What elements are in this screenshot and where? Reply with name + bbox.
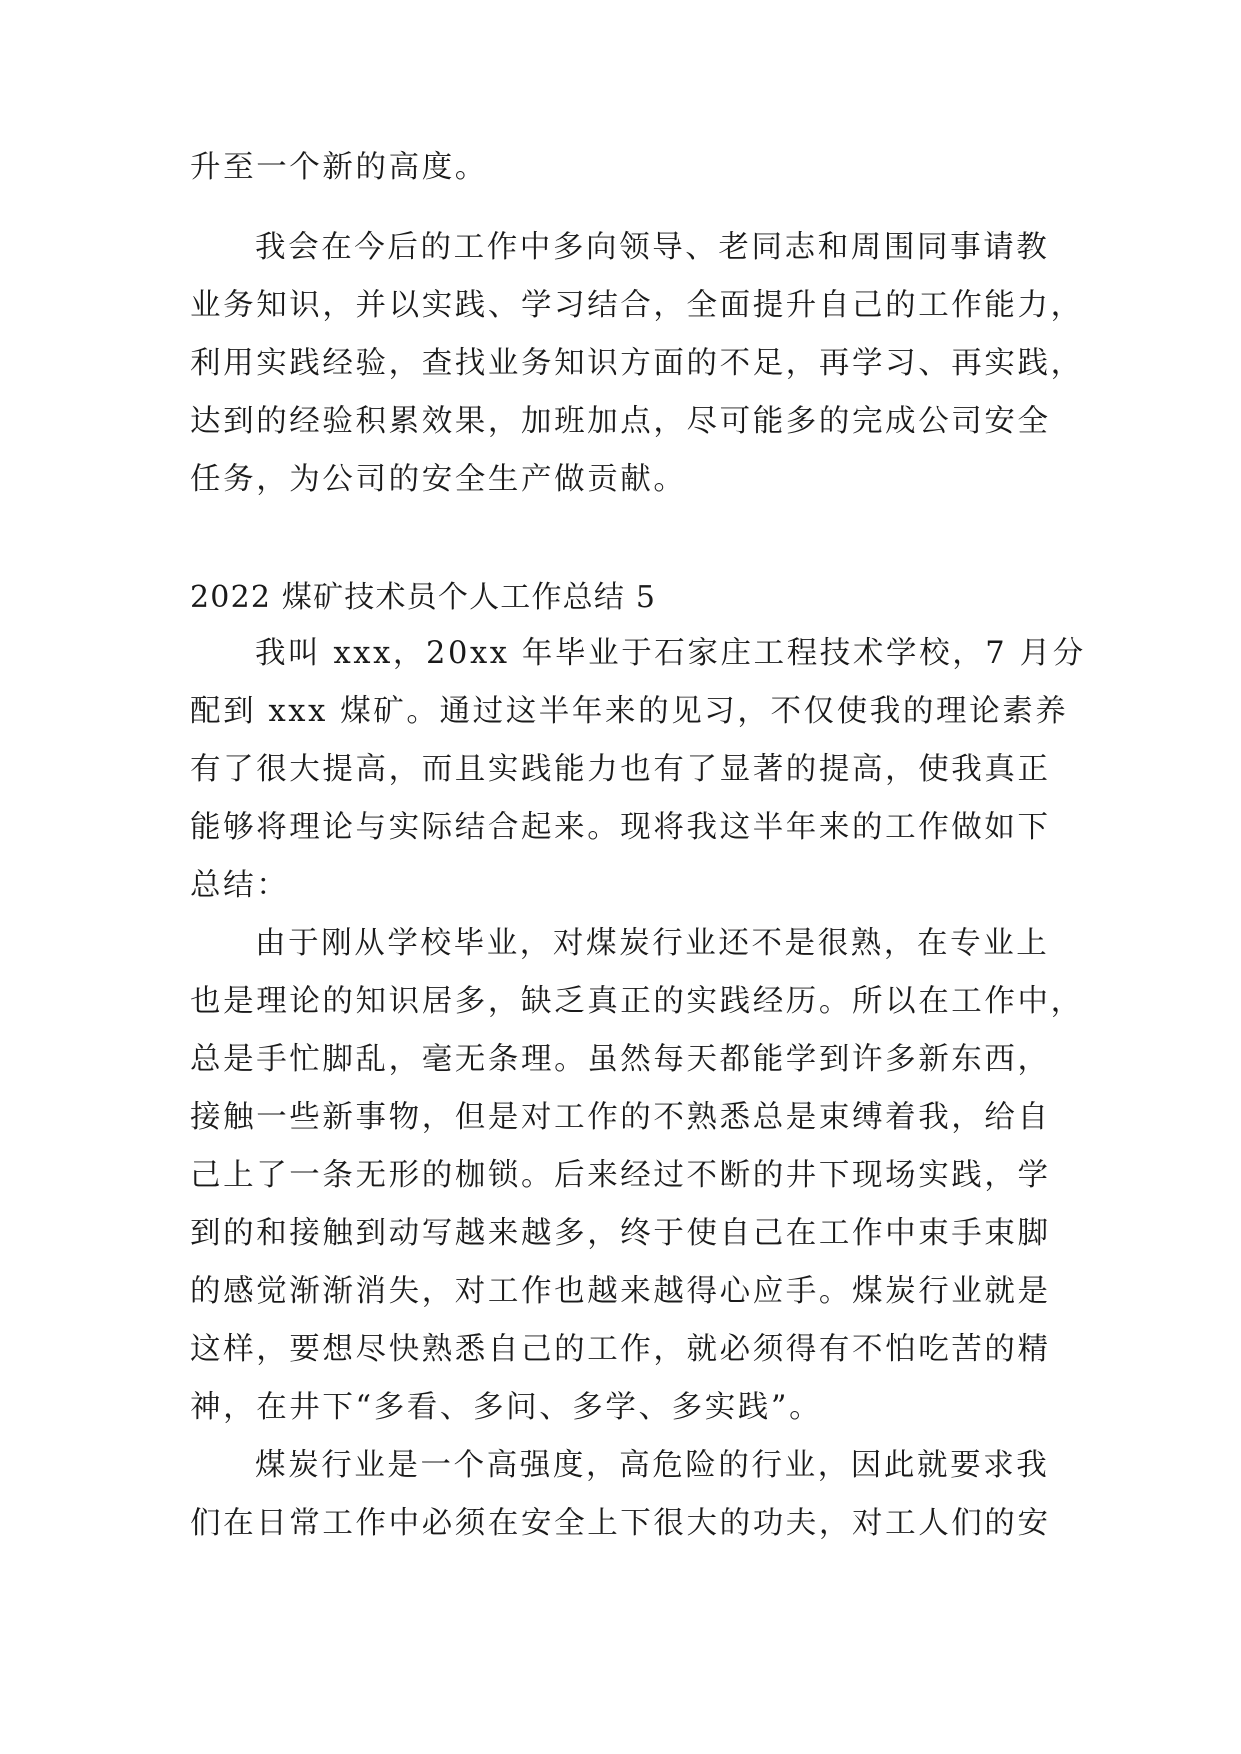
- paragraph-intro-line: 能够将理论与实际结合起来。现将我这半年来的工作做如下: [190, 810, 1051, 845]
- paragraph-experience-line: 到的和接触到动写越来越多，终于使自己在工作中束手束脚: [190, 1216, 1051, 1251]
- paragraph-learning-line: 我会在今后的工作中多向领导、老同志和周围同事请教: [255, 230, 1050, 265]
- paragraph-continued-line: 升至一个新的高度。: [190, 150, 488, 185]
- paragraph-intro-line: 有了很大提高，而且实践能力也有了显著的提高，使我真正: [190, 752, 1051, 787]
- paragraph-safety-line: 煤炭行业是一个高强度，高危险的行业，因此就要求我: [255, 1448, 1050, 1483]
- paragraph-safety-line: 们在日常工作中必须在安全上下很大的功夫，对工人们的安: [190, 1506, 1051, 1541]
- paragraph-learning-line: 利用实践经验，查找业务知识方面的不足，再学习、再实践，: [190, 346, 1084, 381]
- paragraph-intro-line: 配到 xxx 煤矿。通过这半年来的见习，不仅使我的理论素养: [190, 694, 1069, 729]
- paragraph-intro-line: 总结：: [190, 868, 290, 903]
- paragraph-learning-line: 业务知识，并以实践、学习结合，全面提升自己的工作能力，: [190, 288, 1084, 323]
- paragraph-experience-line: 己上了一条无形的枷锁。后来经过不断的井下现场实践，学: [190, 1158, 1051, 1193]
- paragraph-experience-line: 由于刚从学校毕业，对煤炭行业还不是很熟，在专业上: [255, 926, 1050, 961]
- paragraph-experience-line: 这样，要想尽快熟悉自己的工作，就必须得有不怕吃苦的精: [190, 1332, 1051, 1367]
- paragraph-learning-line: 任务，为公司的安全生产做贡献。: [190, 462, 687, 497]
- paragraph-intro-line: 我叫 xxx，20xx 年毕业于石家庄工程技术学校，7 月分: [255, 636, 1086, 671]
- paragraph-experience-line: 的感觉渐渐消失，对工作也越来越得心应手。煤炭行业就是: [190, 1274, 1051, 1309]
- paragraph-experience-line: 接触一些新事物，但是对工作的不熟悉总是束缚着我，给自: [190, 1100, 1051, 1135]
- paragraph-learning-line: 达到的经验积累效果，加班加点，尽可能多的完成公司安全: [190, 404, 1051, 439]
- paragraph-experience-line: 总是手忙脚乱，毫无条理。虽然每天都能学到许多新东西，: [190, 1042, 1051, 1077]
- paragraph-experience-line: 也是理论的知识居多，缺乏真正的实践经历。所以在工作中，: [190, 984, 1084, 1019]
- section-title: 2022 煤矿技术员个人工作总结 5: [190, 580, 657, 615]
- paragraph-experience-line: 神，在井下“多看、多问、多学、多实践”。: [190, 1390, 823, 1425]
